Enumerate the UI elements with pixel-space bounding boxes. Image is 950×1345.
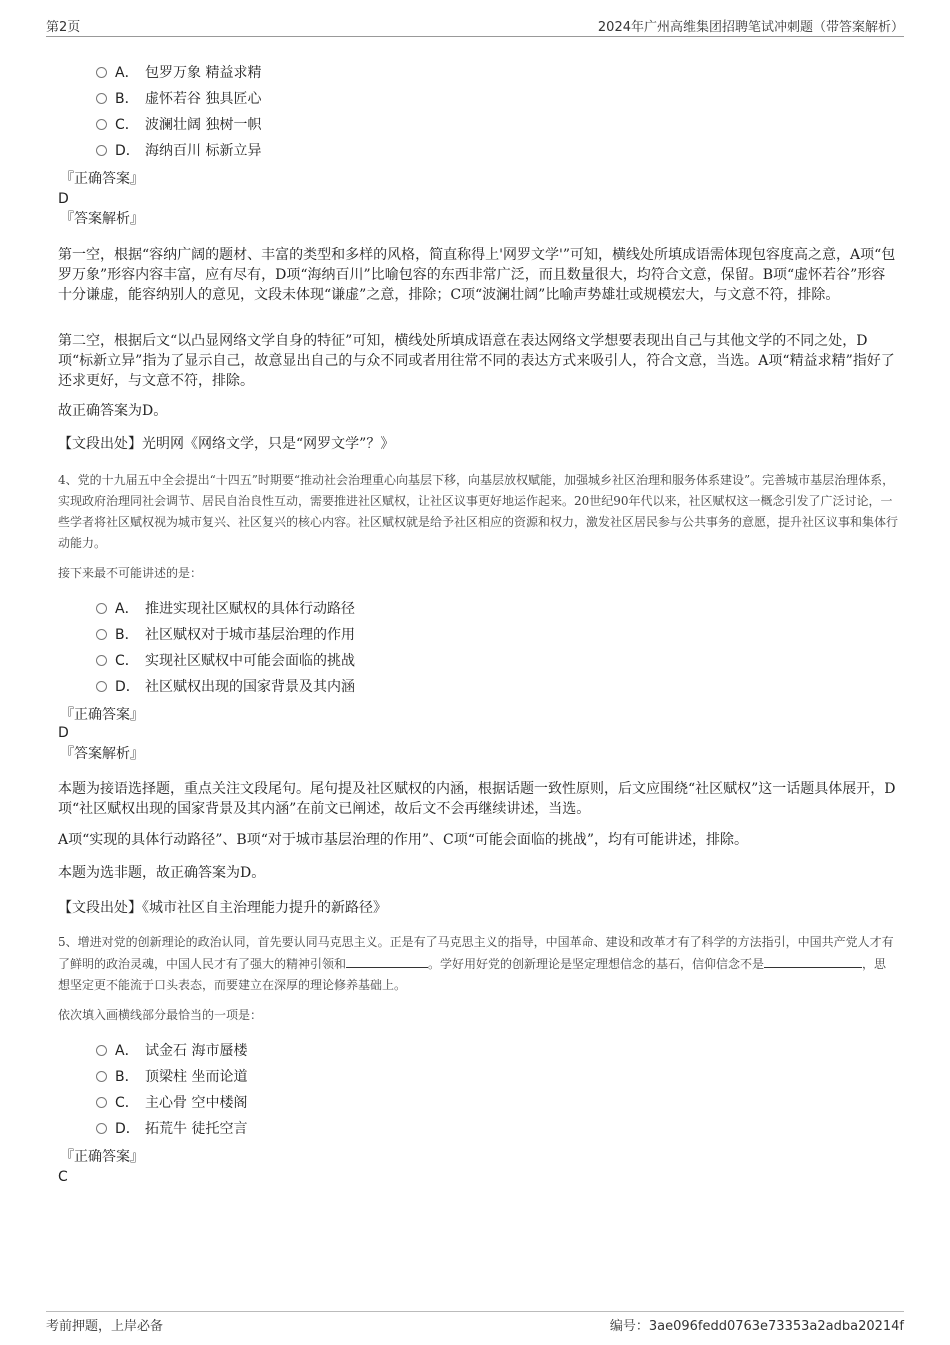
radio-icon[interactable] [96,119,107,130]
analysis-paragraph: 第一空，根据“容纳广阔的题材、丰富的类型和多样的风格，简直称得上'网罗文学'”可知，横线处所填成语需体现包容度高之意，A项“包罗万象”形容内容丰富，应有尽有，D项“海纳百川”比喻包容的东西非常广泛，而且数量很大，均符合文意，保留。B项“虚怀若谷”形容十分谦虚，能容纳别人的意见，文段未体现“谦虚”之意，排除；C项“波澜壮阔”比喻声势雄壮或规模宏大，与文意不符，排除。 [58,247,896,303]
option-d[interactable]: D． 海纳百川 标新立异 [96,138,261,164]
option-b[interactable]: B． 顶梁柱 坐而论道 [96,1064,247,1090]
fill-blank-1 [346,953,428,968]
option-a[interactable]: A． 试金石 海市蜃楼 [96,1038,247,1064]
option-c[interactable]: C． 实现社区赋权中可能会面临的挑战 [96,648,355,674]
document-title: 2024年广州高维集团招聘笔试冲刺题（带答案解析） [597,20,904,35]
option-b[interactable]: B． 社区赋权对于城市基层治理的作用 [96,622,355,648]
analysis-conclusion: 故正确答案为D。 [58,403,168,419]
question-prompt: 依次填入画横线部分最恰当的一项是： [58,1008,263,1022]
page-number: 第2页 [46,20,81,35]
footer-slogan: 考前押题，上岸必备 [46,1319,164,1334]
question-prompt: 接下来最不可能讲述的是： [58,566,203,580]
radio-icon[interactable] [96,93,107,104]
correct-answer-value: D [58,725,69,741]
option-c[interactable]: C． 主心骨 空中楼阁 [96,1090,247,1116]
question-stem: 4、党的十九届五中全会提出“十四五”时期要“推动社会治理重心向基层下移，向基层放权赋能，加强城乡社区治理和服务体系建设”。完善城市基层治理体系，实现政府治理同社会调节、居民自治良性互动，需要推进社区赋权，让社区议事更好地运作起来。20世纪90年代以来，社区赋权这一概念引发了广泛讨论，一些学者将社区赋权视为城市复兴、社区复兴的核心内容。社区赋权就是给予社区相应的资源和权力，激发社区居民参与公共事务的意愿，提升社区议事和集体行动能力。 [58,473,899,550]
option-d[interactable]: D． 社区赋权出现的国家背景及其内涵 [96,674,355,700]
page-header [46,16,904,37]
radio-icon[interactable] [96,1045,107,1056]
question-stem: 5、增进对党的创新理论的政治认同，首先要认同马克思主义。正是有了马克思主义的指导，中国革命、建设和改革才有了科学的方法指引，中国共产党人才有了鲜明的政治灵魂，中国人民才有了强大的精神引领和 。学好用好党的创新理论是坚定理想信念的基石，信仰信念不是 ，思想坚定更不能流于口头表态，而要建立在深厚的理论修养基础上。 [58,935,894,992]
correct-answer-value: D [58,191,69,207]
analysis-label: 『答案解析』 [60,746,144,762]
radio-icon[interactable] [96,681,107,692]
source-citation: 【文段出处】《城市社区自主治理能力提升的新路径》 [58,900,387,916]
correct-answer-label: 『正确答案』 [60,171,144,187]
radio-icon[interactable] [96,603,107,614]
correct-answer-label: 『正确答案』 [60,707,144,723]
option-d[interactable]: D． 拓荒牛 徒托空言 [96,1116,247,1142]
analysis-paragraph: 第二空，根据后文“以凸显网络文学自身的特征”可知，横线处所填成语意在表达网络文学想要表现出自己与其他文学的不同之处，D项“标新立异”指为了显示自己，故意显出自己的与众不同或者用往常不同的表达方式来吸引人，符合文意，当选。A项“精益求精”指好了还求更好，与文意不符，排除。 [58,333,895,389]
option-a[interactable]: A． 包罗万象 精益求精 [96,60,261,86]
q4-options [96,596,355,700]
option-c[interactable]: C． 波澜壮阔 独树一帜 [96,112,261,138]
correct-answer-label: 『正确答案』 [60,1149,144,1165]
q3-options [96,60,261,164]
radio-icon[interactable] [96,145,107,156]
q5-options [96,1038,247,1142]
analysis-label: 『答案解析』 [60,211,144,227]
option-a[interactable]: A． 推进实现社区赋权的具体行动路径 [96,596,355,622]
radio-icon[interactable] [96,1123,107,1134]
radio-icon[interactable] [96,1071,107,1082]
correct-answer-value: C [58,1169,68,1185]
document-id: 编号：3ae096fedd0763e73353a2adba20214f [609,1319,904,1334]
radio-icon[interactable] [96,629,107,640]
page-footer [46,1311,904,1334]
analysis-conclusion: 本题为选非题，故正确答案为D。 [58,865,266,881]
analysis-paragraph: A项“实现的具体行动路径”、B项“对于城市基层治理的作用”、C项“可能会面临的挑战”，均有可能讲述，排除。 [58,832,749,848]
option-b[interactable]: B． 虚怀若谷 独具匠心 [96,86,261,112]
radio-icon[interactable] [96,1097,107,1108]
radio-icon[interactable] [96,67,107,78]
analysis-paragraph: 本题为接语选择题，重点关注文段尾句。尾句提及社区赋权的内涵，根据话题一致性原则，后文应围绕“社区赋权”这一话题具体展开，D项“社区赋权出现的国家背景及其内涵”在前文已阐述，故后文不会再继续讲述，当选。 [58,781,896,817]
radio-icon[interactable] [96,655,107,666]
fill-blank-2 [764,953,862,968]
source-citation: 【文段出处】光明网《网络文学，只是“网罗文学”？》 [58,436,395,452]
